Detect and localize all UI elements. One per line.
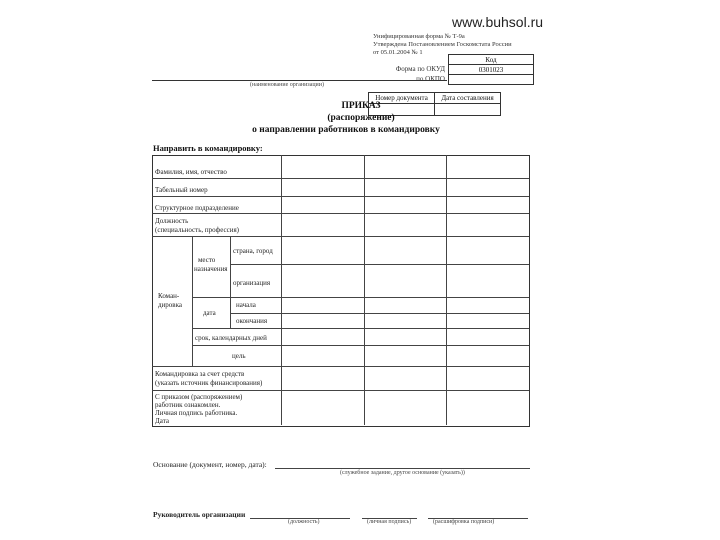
- doc-date-label: Дата составления: [435, 93, 501, 104]
- osnovanie-line: [275, 468, 530, 469]
- row-line-8: [192, 328, 529, 329]
- row-oznak-2: работник ознакомлен.: [155, 401, 221, 409]
- row-dolzh-2: (специальность, профессия): [155, 226, 239, 234]
- komand-sub-line: [192, 236, 193, 366]
- row-oznak-3: Личная подпись работника.: [155, 409, 238, 417]
- row-tab: Табельный номер: [155, 186, 208, 194]
- row-struct: Структурное подразделение: [155, 204, 239, 212]
- rukovoditel-label: Руководитель организации: [153, 510, 246, 519]
- document-title: [152, 100, 540, 136]
- row-line-5: [230, 264, 529, 265]
- row-line-4: [152, 236, 529, 237]
- row-line-9: [192, 345, 529, 346]
- okud-label: Форма по ОКУД: [395, 65, 445, 73]
- rukovoditel-caption-3: (расшифровка подписи): [433, 519, 495, 525]
- row-oznak-4: Дата: [155, 417, 169, 425]
- row-line-11: [152, 390, 529, 391]
- rukovoditel-caption-1: (должность): [288, 519, 320, 525]
- org-name-line: [152, 80, 447, 81]
- row-nach: начала: [236, 301, 256, 309]
- row-data: дата: [203, 309, 216, 317]
- osnovanie-label: Основание (документ, номер, дата):: [153, 460, 267, 469]
- site-watermark: www.buhsol.ru: [452, 14, 544, 30]
- unified-line-1: Унифицированная форма № Т-9а: [373, 33, 465, 40]
- mesto-sub-line: [230, 236, 231, 328]
- row-schet-2: (указать источник финансирования): [155, 379, 263, 387]
- row-okon: окончания: [236, 317, 268, 325]
- okud-value: 0301023: [449, 65, 534, 75]
- unified-line-3: от 05.01.2004 № 1: [373, 49, 423, 56]
- row-oznak-1: С приказом (распоряжением): [155, 393, 243, 401]
- row-strana: страна, город: [233, 247, 273, 255]
- napravit-heading: Направить в командировку:: [153, 143, 263, 153]
- unified-line-2: Утверждена Постановлением Госкомстата России: [373, 41, 512, 48]
- okpo-label: по ОКПО: [416, 75, 445, 83]
- title-line3: о направлении работников в командировку: [252, 125, 440, 135]
- okpo-value: [449, 75, 534, 85]
- row-schet-1: Командировка за счет средств: [155, 370, 245, 378]
- row-line-1: [152, 178, 529, 179]
- rukovoditel-caption-2: (личная подпись): [367, 519, 412, 525]
- row-komand-2: дировка: [158, 301, 183, 309]
- row-mesto-1: место: [198, 256, 216, 264]
- row-mesto-2: назначения: [194, 265, 228, 273]
- row-line-2: [152, 196, 529, 197]
- title-sub: (распоряжение): [327, 113, 395, 123]
- org-name-caption: (наименование организации): [250, 82, 324, 88]
- row-fio: Фамилия, имя, отчество: [155, 168, 227, 176]
- row-org: организация: [233, 279, 271, 287]
- codes-head: Код: [449, 55, 534, 65]
- row-line-6: [192, 297, 529, 298]
- codes-table: [448, 54, 534, 85]
- row-srok: срок, календарных дней: [195, 334, 267, 342]
- row-line-10: [152, 366, 529, 367]
- row-cel: цель: [232, 352, 246, 360]
- row-komand-1: Коман-: [158, 292, 180, 300]
- row-line-3: [152, 213, 529, 214]
- row-dolzh-1: Должность: [155, 217, 189, 225]
- doc-number-label: Номер документа: [369, 93, 435, 104]
- row-line-7: [230, 313, 529, 314]
- title-main: ПРИКАЗ: [341, 101, 381, 111]
- osnovanie-caption: (служебное задание, другое основание (указать)): [340, 470, 465, 476]
